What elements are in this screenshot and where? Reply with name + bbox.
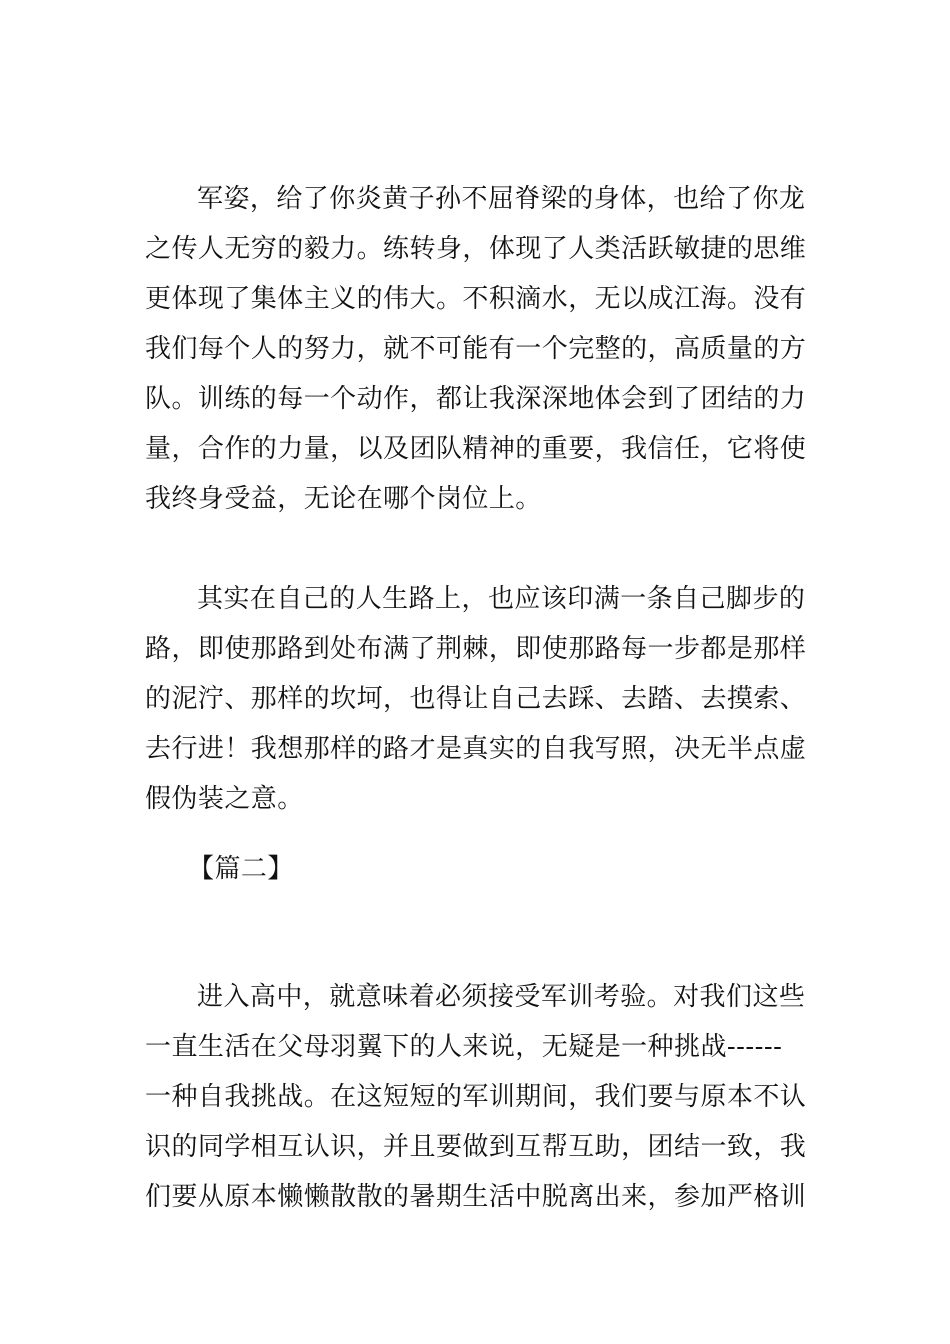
paragraph-3-line-1: 进入高中，就意味着必须接受军训考验。对我们这些 <box>197 982 806 1012</box>
paragraph-3-line-4: 识的同学相互认识，并且要做到互帮互助，团结一致，我 <box>145 1132 807 1162</box>
paragraph-2-line-4: 去行进！我想那样的路才是真实的自我写照，决无半点虚 <box>145 734 807 764</box>
paragraph-3-line-3: 一种自我挑战。在这短短的军训期间，我们要与原本不认 <box>145 1082 807 1112</box>
paragraph-1-line-7: 我终身受益，无论在哪个岗位上。 <box>145 484 542 514</box>
paragraph-1-line-2: 之传人无穷的毅力。练转身，体现了人类活跃敏捷的思维 <box>145 234 807 264</box>
paragraph-1-line-1: 军姿，给了你炎黄子孙不屈脊梁的身体，也给了你龙 <box>197 184 806 214</box>
paragraph-3-line-5: 们要从原本懒懒散散的暑期生活中脱离出来，参加严格训 <box>145 1182 807 1212</box>
paragraph-2-line-1: 其实在自己的人生路上，也应该印满一条自己脚步的 <box>197 584 806 614</box>
paragraph-2-line-2: 路，即使那路到处布满了荆棘，即使那路每一步都是那样 <box>145 634 807 664</box>
paragraph-1-line-6: 量，合作的力量，以及团队精神的重要，我信任，它将使 <box>145 434 807 464</box>
paragraph-3-line-2: 一直生活在父母羽翼下的人来说，无疑是一种挑战------ <box>145 1032 783 1062</box>
section-heading: 【篇二】 <box>188 854 294 884</box>
paragraph-1-line-4: 我们每个人的努力，就不可能有一个完整的，高质量的方 <box>145 334 807 364</box>
paragraph-1-line-5: 队。训练的每一个动作，都让我深深地体会到了团结的力 <box>145 384 807 414</box>
paragraph-1-line-3: 更体现了集体主义的伟大。不积滴水，无以成江海。没有 <box>145 284 807 314</box>
paragraph-2-line-5: 假伪装之意。 <box>145 784 304 814</box>
paragraph-2-line-3: 的泥泞、那样的坎坷，也得让自己去踩、去踏、去摸索、 <box>145 684 807 714</box>
